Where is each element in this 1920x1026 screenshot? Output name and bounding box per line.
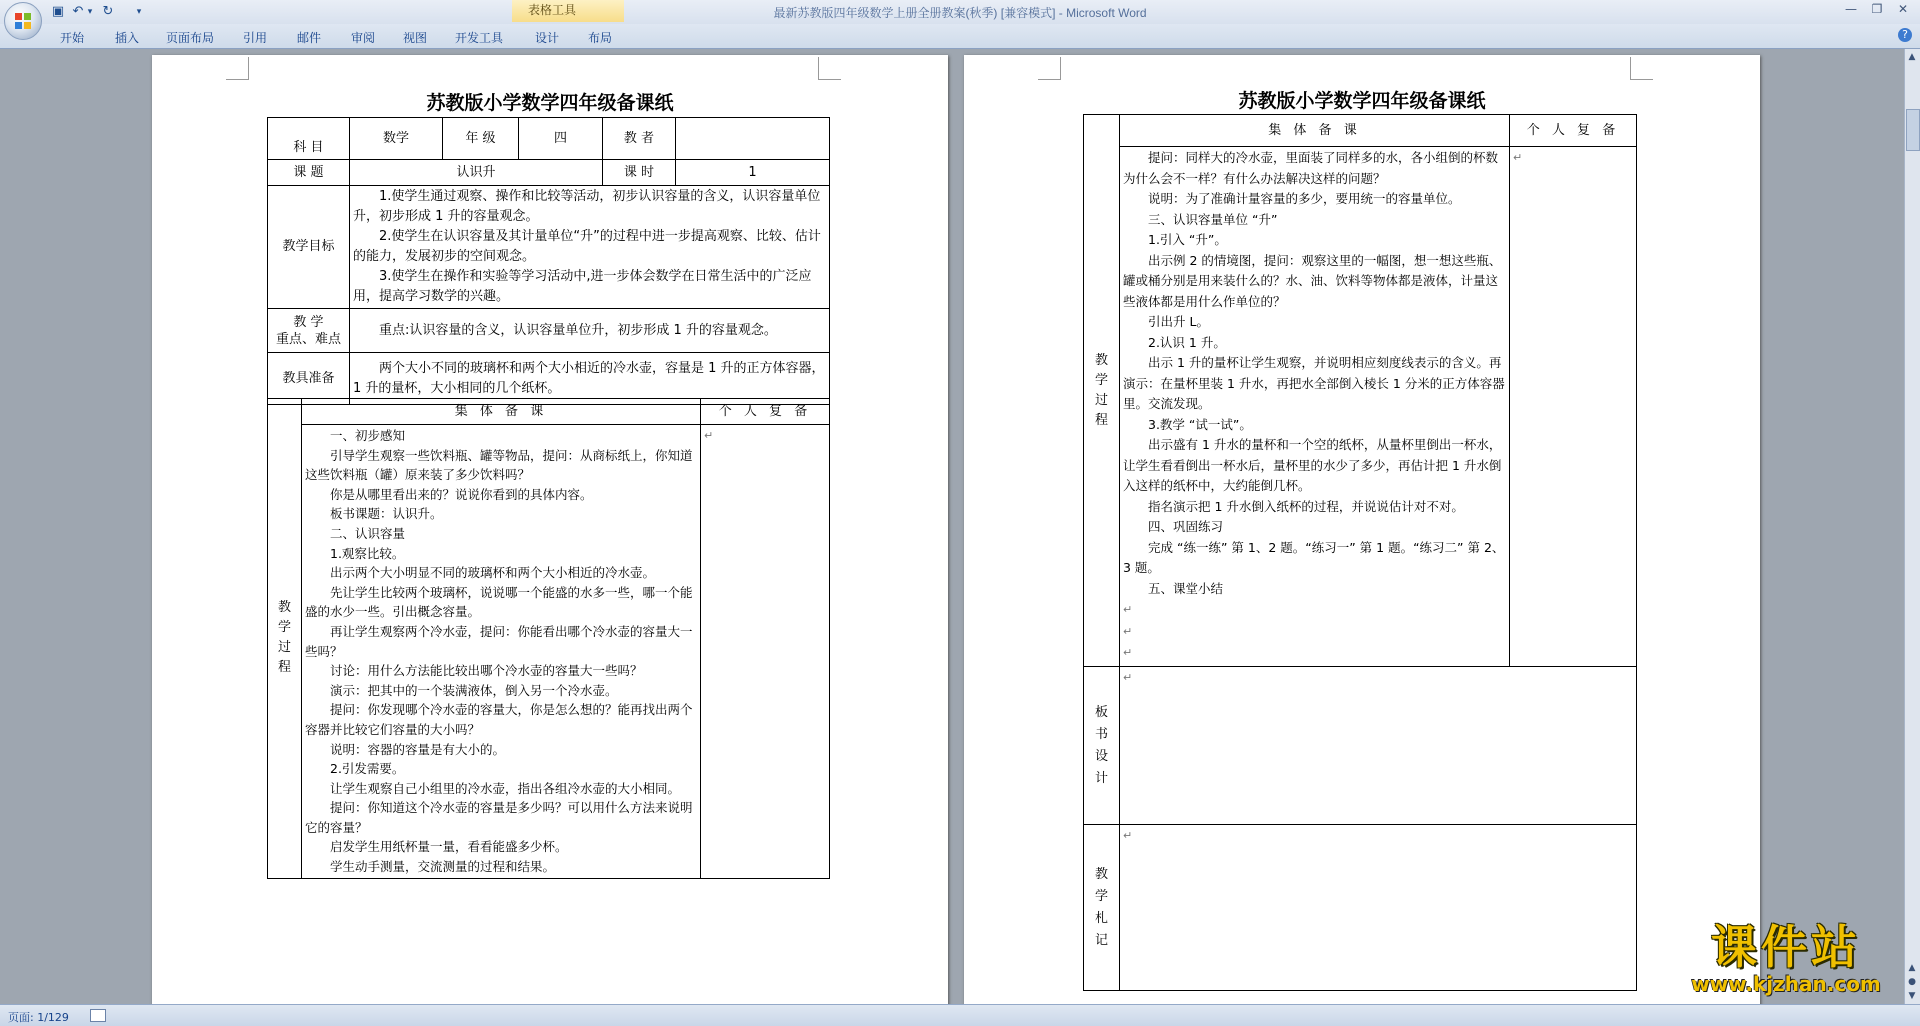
page-heading: 苏教版小学数学四年级备课纸 <box>426 92 674 114</box>
page-count-label[interactable]: 页面: 1/129 <box>8 1011 69 1024</box>
process-line: 让学生观察自己小组里的冷水壶，指出各组冷水壶的大小相同。 <box>330 780 681 796</box>
tab-view[interactable]: 视图 <box>403 31 428 45</box>
process-line: 三、认识容量单位 “升” <box>1148 211 1278 227</box>
topic-value[interactable]: 认识升 <box>350 160 603 186</box>
tab-layout[interactable]: 布局 <box>588 31 613 45</box>
help-icon[interactable]: ? <box>1898 28 1912 42</box>
undo-dropdown-icon[interactable]: ▾ <box>87 7 93 17</box>
table-row <box>1084 825 1637 991</box>
teacher-value[interactable] <box>676 118 830 160</box>
table-row <box>268 186 830 309</box>
ribbon-tabs <box>0 24 1920 49</box>
process-line: 引出升 L。 <box>1148 314 1209 329</box>
board-label-char: 书 <box>1094 726 1108 742</box>
keypoints-label <box>268 309 350 353</box>
topic-label: 课 题 <box>268 160 350 186</box>
office-button[interactable] <box>4 2 42 40</box>
process-label-char: 学 <box>277 620 291 636</box>
paragraph-mark-icon: ↵ <box>1123 603 1133 616</box>
tab-design[interactable]: 设计 <box>535 31 560 45</box>
teaching-notes-label <box>1084 825 1120 991</box>
grade-label: 年 级 <box>443 118 519 160</box>
process-line: 你是从哪里看出来的？说说你看到的具体内容。 <box>330 486 593 502</box>
window-title: 最新苏教版四年级数学上册全册教案(秋季) [兼容模式] - Microsoft Word <box>773 6 1147 20</box>
notes-label-char: 记 <box>1094 932 1108 948</box>
margin-marker-top-left <box>226 57 249 80</box>
collective-header: 集 体 备 课 <box>302 399 701 425</box>
tab-developer[interactable]: 开发工具 <box>455 31 504 45</box>
personal-header: 个 人 复 备 <box>1510 115 1637 147</box>
periods-value[interactable]: 1 <box>676 160 830 186</box>
tab-insert[interactable]: 插入 <box>115 31 140 45</box>
process-line: 讨论：用什么方法能比较出哪个冷水壶的容量大一些吗？ <box>330 663 643 679</box>
process-label-char: 程 <box>1094 412 1108 428</box>
document-area[interactable] <box>0 49 1905 1004</box>
subject-value[interactable]: 数学 <box>350 118 443 160</box>
process-line: 1.引入 “升”。 <box>1148 232 1227 247</box>
board-design-label <box>1084 667 1120 825</box>
process-line: 演示：把其中的一个装满液体，倒入另一个冷水壶。 <box>330 682 618 698</box>
empty-paragraph <box>1123 599 1506 621</box>
process-line: 说明：为了准确计量容量的多少，要用统一的容量单位。 <box>1148 191 1461 206</box>
tools-label: 教具准备 <box>268 353 350 405</box>
process-label-char: 教 <box>1094 352 1108 368</box>
paragraph-mark-icon: ↵ <box>1123 829 1133 842</box>
customize-qat-icon[interactable]: ▾ <box>136 7 142 17</box>
process-line: 指名演示把 1 升水倒入纸杯的过程，并说说估计对不对。 <box>1148 498 1464 514</box>
process-line: 出示盛有 1 升水的量杯和一个空的纸杯，从量杯里倒出一杯水，让学生看看倒出一杯水后，量杯里的水少了多少，再估计把 1 升水倒入这样的纸杯中，大约能倒几杯。 <box>1123 437 1502 493</box>
process-cell[interactable] <box>1120 147 1510 667</box>
lesson-process-table-continued[interactable] <box>1083 114 1637 991</box>
table-row <box>268 425 830 879</box>
table-row <box>1084 667 1637 825</box>
teaching-notes-cell[interactable] <box>1120 825 1637 991</box>
process-label <box>268 399 302 879</box>
teacher-label: 教 者 <box>603 118 676 160</box>
tools-cell[interactable] <box>350 353 830 405</box>
process-line: 再让学生观察两个冷水壶，提问：你能看出哪个冷水壶的容量大一些吗？ <box>305 623 693 659</box>
undo-icon[interactable]: ↶ <box>72 4 84 19</box>
personal-header: 个 人 复 备 <box>701 399 830 425</box>
process-line: 1.观察比较。 <box>330 545 405 561</box>
page-heading: 苏教版小学数学四年级备课纸 <box>1238 90 1486 112</box>
table-row <box>1084 147 1637 667</box>
close-icon[interactable]: ✕ <box>1897 2 1909 16</box>
board-design-cell[interactable] <box>1120 667 1637 825</box>
tab-review[interactable]: 审阅 <box>351 31 376 45</box>
periods-label: 课 时 <box>603 160 676 186</box>
margin-marker-top-left <box>1038 57 1061 80</box>
grade-value[interactable]: 四 <box>519 118 603 160</box>
office-logo-icon <box>14 12 32 30</box>
status-bar <box>0 1004 1920 1026</box>
process-line: 出示两个大小明显不同的玻璃杯和两个大小相近的冷水壶。 <box>330 565 656 581</box>
scroll-up-icon[interactable]: ▲ <box>1908 52 1916 62</box>
tab-references[interactable]: 引用 <box>243 31 268 45</box>
keypoints-cell[interactable] <box>350 309 830 353</box>
notes-label-char: 学 <box>1094 888 1108 904</box>
tab-mailings[interactable]: 邮件 <box>297 31 322 45</box>
tools-text: 两个大小不同的玻璃杯和两个大小相近的冷水壶，容量是 1 升的正方体容器，1 升的量杯，大小相同的几个纸杯。 <box>353 360 825 396</box>
keypoints-label-line1: 教 学 <box>293 314 324 330</box>
process-line: 四、巩固练习 <box>1148 519 1224 534</box>
process-line: 提问：你发现哪个冷水壶的容量大，你是怎么想的？能再找出两个容器并比较它们容量的大小吗？ <box>305 702 693 737</box>
paragraph-mark-icon: ↵ <box>704 429 714 442</box>
lesson-process-table[interactable] <box>267 398 830 879</box>
title-bar <box>0 0 1920 24</box>
empty-paragraph <box>1123 642 1506 664</box>
paragraph-mark-icon: ↵ <box>1513 151 1523 164</box>
paragraph-mark-icon: ↵ <box>1123 671 1133 684</box>
process-line: 提问：同样大的冷水壶，里面装了同样多的水，各小组倒的杯数为什么会不一样？有什么办法解决这样的问题？ <box>1123 150 1499 186</box>
process-line: 说明：容器的容量是有大小的。 <box>330 741 506 757</box>
empty-paragraph <box>1123 621 1506 643</box>
goals-label: 教学目标 <box>268 186 350 309</box>
table-tools-context-group: 表格工具 <box>512 0 624 22</box>
redo-icon[interactable]: ↻ <box>102 4 114 19</box>
collective-header: 集 体 备 课 <box>1120 115 1510 147</box>
board-label-char: 计 <box>1094 770 1108 786</box>
previous-page-icon[interactable]: ▲ <box>1908 963 1916 973</box>
process-line: 引导学生观察一些饮料瓶、罐等物品，提问：从商标纸上，你知道这些饮料瓶（罐）原来装了多少饮料吗？ <box>305 447 693 483</box>
restore-icon[interactable]: ❐ <box>1871 2 1883 16</box>
vertical-scrollbar[interactable] <box>1904 49 1920 1004</box>
board-label-char: 板 <box>1094 704 1108 720</box>
process-line: 3.教学 “试一试”。 <box>1148 416 1252 432</box>
table-row <box>268 118 830 160</box>
watermark-title: 课件站 <box>1711 920 1861 974</box>
process-label-char: 教 <box>277 600 291 616</box>
process-label <box>1084 115 1120 667</box>
browse-object-icon[interactable]: ● <box>1908 977 1916 987</box>
process-label-char: 学 <box>1094 372 1108 388</box>
process-line: 二、认识容量 <box>330 525 406 541</box>
table-row <box>268 160 830 186</box>
process-line: 先让学生比较两个玻璃杯，说说哪一个能盛的水多一些，哪一个能盛的水少一些。引出概念容量。 <box>305 584 693 620</box>
process-line: 出示 1 升的量杯让学生观察，并说明相应刻度线表示的含义。再演示：在量杯里装 1 升水，再把水全部倒入棱长 1 分米的正方体容器里。交流发现。 <box>1123 355 1505 411</box>
paragraph-mark-icon: ↵ <box>1123 624 1133 638</box>
watermark-logo <box>1666 921 1906 1001</box>
process-label-char: 过 <box>277 640 291 656</box>
goals-cell[interactable] <box>350 186 830 309</box>
process-line: 启发学生用纸杯量一量，看看能盛多少杯。 <box>330 839 568 855</box>
process-line: 完成 “练一练” 第 1、2 题。“练习一” 第 1 题。“练习二” 第 2、3 题。 <box>1123 539 1505 575</box>
tab-home[interactable]: 开始 <box>60 31 85 45</box>
table-row <box>268 399 830 425</box>
goal-item: 2.使学生在认识容量及其计量单位“升”的过程中进一步提高观察、比较、估计的能力，发展初步的空间观念。 <box>353 229 821 264</box>
process-line: 一、初步感知 <box>330 428 406 443</box>
personal-notes-cell[interactable] <box>1510 147 1637 667</box>
tab-page-layout[interactable]: 页面布局 <box>166 31 215 45</box>
process-line: 2.引发需要。 <box>330 761 405 777</box>
process-line: 出示例 2 的情境图，提问：观察这里的一幅图，想一想这些瓶、罐或桶分别是用来装什么的？水、油、饮料等物体都是液体，计量这些液体都是用什么作单位的？ <box>1123 252 1502 309</box>
goal-item: 1.使学生通过观察、操作和比较等活动，初步认识容量的含义，认识容量单位升，初步形成 1 升的容量观念。 <box>353 189 821 224</box>
document-page-1[interactable] <box>152 55 948 1004</box>
save-icon[interactable]: ▣ <box>51 4 65 19</box>
lesson-info-table[interactable] <box>267 117 830 405</box>
margin-marker-top-right <box>1630 57 1653 80</box>
board-label-char: 设 <box>1094 748 1108 764</box>
table-row <box>1084 115 1637 147</box>
process-line: 五、课堂小结 <box>1148 580 1224 596</box>
process-line: 板书课题：认识升。 <box>330 506 443 522</box>
notes-label-char: 教 <box>1094 866 1108 882</box>
process-label-char: 程 <box>277 660 291 676</box>
next-page-icon[interactable]: ▼ <box>1908 991 1916 1001</box>
table-row <box>268 353 830 405</box>
process-label-char: 过 <box>1094 392 1108 408</box>
process-line: 2.认识 1 升。 <box>1148 334 1226 350</box>
notes-label-char: 札 <box>1094 910 1108 926</box>
process-line: 学生动手测量，交流测量的过程和结果。 <box>330 859 556 875</box>
subject-label: 科 目 <box>268 118 350 160</box>
goal-item: 3.使学生在操作和实验等学习活动中,进一步体会数学在日常生活中的广泛应用，提高学习数学的兴趣。 <box>353 269 812 304</box>
process-line: 提问：你知道这个冷水壶的容量是多少吗？可以用什么方法来说明它的容量？ <box>305 800 693 835</box>
minimize-icon[interactable]: — <box>1845 2 1857 16</box>
keypoints-text: 重点:认识容量的含义，认识容量单位升，初步形成 1 升的容量观念。 <box>379 322 777 338</box>
scrollbar-thumb[interactable] <box>1906 109 1920 151</box>
paragraph-mark-icon: ↵ <box>1123 646 1133 659</box>
proofing-icon[interactable] <box>90 1009 106 1022</box>
process-cell[interactable] <box>302 425 701 879</box>
watermark-url: www.kjzhan.com <box>1691 972 1881 996</box>
document-page-2[interactable] <box>964 55 1760 1004</box>
margin-marker-top-right <box>818 57 841 80</box>
table-row <box>268 309 830 353</box>
keypoints-label-line2: 重点、难点 <box>275 331 341 347</box>
personal-notes-cell[interactable] <box>701 425 830 879</box>
